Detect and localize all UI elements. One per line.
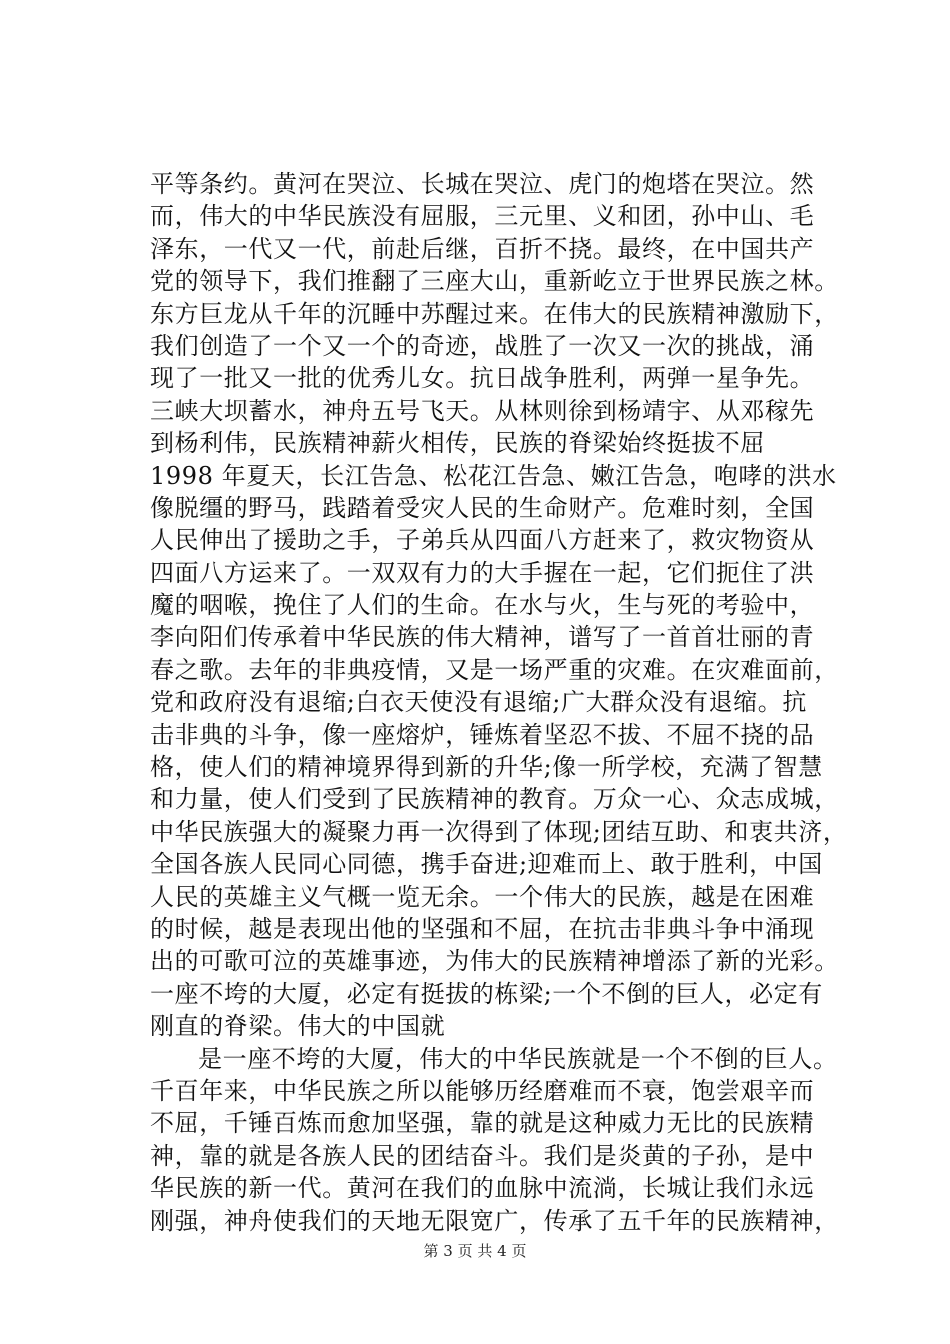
text-line: 刚强，神舟使我们的天地无限宽广，传承了五千年的民族精神， — [150, 1206, 839, 1235]
text-line: 的时候，越是表现出他的坚强和不屈，在抗击非典斗争中涌现 — [150, 914, 815, 943]
text-line: 1998 年夏天，长江告急、松花江告急、嫩江告急，咆哮的洪水 — [150, 461, 837, 490]
text-line: 平等条约。黄河在哭泣、长城在哭泣、虎门的炮塔在哭泣。然 — [150, 170, 815, 198]
page-footer — [0, 1240, 950, 1261]
text-line: 而，伟大的中华民族没有屈服，三元里、义和团，孙中山、毛 — [150, 202, 815, 231]
page-number: 第 3 页 共 4 页 — [423, 1242, 527, 1260]
text-line: 刚直的脊梁。伟大的中国就 — [150, 1012, 446, 1041]
text-line: 格，使人们的精神境界得到新的升华;像一所学校，充满了智慧 — [150, 753, 823, 782]
text-line: 魔的咽喉，挽住了人们的生命。在水与火，生与死的考验中， — [150, 591, 815, 620]
text-line: 李向阳们传承着中华民族的伟大精神，谱写了一首首壮丽的青 — [150, 623, 815, 652]
text-line: 出的可歌可泣的英雄事迹，为伟大的民族精神增添了新的光彩。 — [150, 947, 839, 976]
text-line: 泽东，一代又一代，前赴后继，百折不挠。最终，在中国共产 — [150, 234, 815, 263]
text-line: 四面八方运来了。一双双有力的大手握在一起，它们扼住了洪 — [150, 558, 815, 587]
text-line: 我们创造了一个又一个的奇迹，战胜了一次又一次的挑战，涌 — [150, 331, 815, 360]
text-line: 三峡大坝蓄水，神舟五号飞天。从林则徐到杨靖宇、从邓稼先 — [150, 396, 815, 425]
text-line: 千百年来，中华民族之所以能够历经磨难而不衰，饱尝艰辛而 — [150, 1076, 815, 1105]
text-line: 东方巨龙从千年的沉睡中苏醒过来。在伟大的民族精神激励下， — [150, 299, 839, 328]
text-line: 华民族的新一代。黄河在我们的血脉中流淌，长城让我们永远 — [150, 1174, 815, 1203]
text-line: 一座不垮的大厦，必定有挺拔的栋梁;一个不倒的巨人，必定有 — [150, 979, 823, 1008]
text-line: 神，靠的就是各族人民的团结奋斗。我们是炎黄的子孙，是中 — [150, 1141, 815, 1170]
text-line: 和力量，使人们受到了民族精神的教育。万众一心、众志成城， — [150, 785, 839, 814]
text-line: 不屈，千锤百炼而愈加坚强，靠的就是这种威力无比的民族精 — [150, 1109, 815, 1138]
text-line: 春之歌。去年的非典疫情，又是一场严重的灾难。在灾难面前， — [150, 655, 839, 684]
text-line: 党和政府没有退缩;白衣天使没有退缩;广大群众没有退缩。抗 — [150, 688, 807, 717]
text-line: 中华民族强大的凝聚力再一次得到了体现;团结互助、和衷共济， — [150, 817, 848, 846]
paragraph-start-line: 是一座不垮的大厦，伟大的中华民族就是一个不倒的巨人。 — [198, 1044, 838, 1073]
text-line: 现了一批又一批的优秀儿女。抗日战争胜利，两弹一星争先。 — [150, 364, 815, 393]
text-line: 像脱缰的野马，践踏着受灾人民的生命财产。危难时刻，全国 — [150, 493, 815, 522]
text-line: 人民的英雄主义气概一览无余。一个伟大的民族，越是在困难 — [150, 882, 815, 911]
text-line: 全国各族人民同心同德，携手奋进;迎难而上、敢于胜利，中国 — [150, 850, 823, 879]
body-text — [150, 168, 940, 1237]
text-line: 到杨利伟，民族精神薪火相传，民族的脊梁始终挺拔不屈 — [150, 429, 765, 458]
text-line: 党的领导下，我们推翻了三座大山，重新屹立于世界民族之林。 — [150, 267, 839, 296]
text-line: 人民伸出了援助之手，子弟兵从四面八方赶来了，救灾物资从 — [150, 526, 815, 555]
text-line: 击非典的斗争，像一座熔炉，锤炼着坚忍不拔、不屈不挠的品 — [150, 720, 815, 749]
